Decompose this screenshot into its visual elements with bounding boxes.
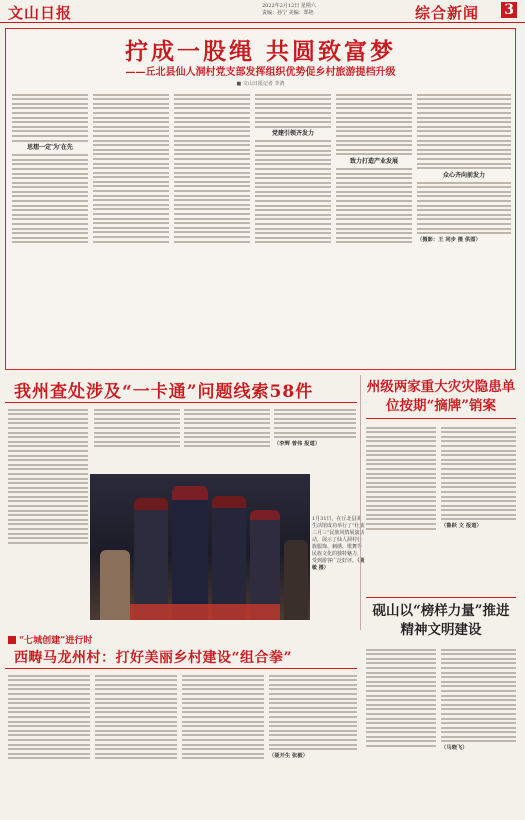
feature-subhead-1: 思想一定'为'在先 — [27, 144, 73, 152]
tag-marker-icon — [8, 636, 16, 644]
story3-headline: 州级两家重大灾灾隐患单位按期“摘牌”销案 — [366, 379, 516, 414]
masthead — [0, 0, 525, 23]
feature-column-2 — [93, 91, 169, 363]
story3-column-1 — [366, 424, 436, 592]
section-tag-label: “七城创建”进行时 — [19, 636, 93, 646]
story3-column-2 — [441, 424, 516, 592]
editor-credit: 责编：孙宁 美编：郑艳 — [262, 10, 314, 16]
feature-subhead-4: 致力打造产业发展 — [349, 157, 398, 165]
section-tag — [8, 633, 92, 646]
feature-subhead-3: 党建引领齐发力 — [271, 130, 314, 138]
story4-column-2 — [441, 646, 516, 816]
column-divider — [360, 375, 361, 630]
section-title: 综合新闻 — [415, 4, 480, 22]
story2-column-1 — [8, 406, 88, 628]
story5-column-1 — [8, 672, 90, 816]
feature-subheadline: ——丘北县仙人洞村党支部发挥组织优势促乡村旅游提档升级 — [125, 67, 396, 78]
story5-rule — [5, 668, 357, 669]
feature-signature: （摄影：王 同步 摄 供图） — [417, 236, 481, 243]
feature-column-3 — [174, 91, 250, 363]
feature-headline: 拧成一股绳 共圆致富梦 — [124, 38, 396, 65]
issue-date: 2022年2月12日 星期六 — [262, 3, 316, 9]
story3-rule — [366, 418, 516, 419]
photo-caption-text: 1月31日，在丘北县某生活馆成功举行了“壮族三月三”民族风情展演活动，展示了仙人洞村壮族服饰、刺绣、歌舞等民族文化的独特魅力，受到游客广泛好评。 — [312, 516, 365, 564]
feature-subhead-5: 众心齐向前发力 — [442, 171, 485, 179]
story4-headline: 砚山以“榜样力量”推进精神文明建设 — [372, 603, 510, 638]
story2-column-4 — [274, 406, 356, 472]
page-number: 3 — [501, 2, 517, 18]
story5-column-3 — [182, 672, 264, 816]
story2-signature: （李辉 曾伟 报道） — [274, 440, 321, 447]
story4-signature: （马晓飞） — [441, 745, 468, 752]
story4-column-1 — [366, 646, 436, 816]
story2-headline: 我州查处涉及“一卡通”问题线索58件 — [14, 382, 314, 402]
feature-byline: ■ 文山日报记者 李鸿 — [236, 81, 285, 87]
story2-column-2 — [94, 406, 180, 472]
dateline — [262, 3, 412, 17]
story4-top-rule — [366, 597, 516, 598]
photo-credit: （聂敏 摄） — [312, 558, 365, 571]
feature-column-4 — [255, 91, 331, 363]
feature-column-6 — [417, 91, 511, 363]
photo-caption — [312, 516, 366, 572]
newspaper-logo: 文山日报 — [8, 4, 73, 22]
news-photo — [90, 474, 310, 620]
story2-rule — [5, 402, 357, 403]
story5-column-2 — [95, 672, 177, 816]
feature-column-5 — [336, 91, 412, 363]
story5-headline: 西畴马龙州村：打好美丽乡村建设“组合拳” — [14, 650, 293, 666]
story2-column-3 — [184, 406, 270, 472]
feature-column-1 — [12, 91, 88, 363]
story3-signature: （鲁跃 文 报道） — [441, 523, 482, 530]
feature-article — [5, 28, 516, 370]
story5-signature: （聂开生 张毅） — [269, 752, 308, 759]
story5-column-4 — [269, 672, 357, 816]
